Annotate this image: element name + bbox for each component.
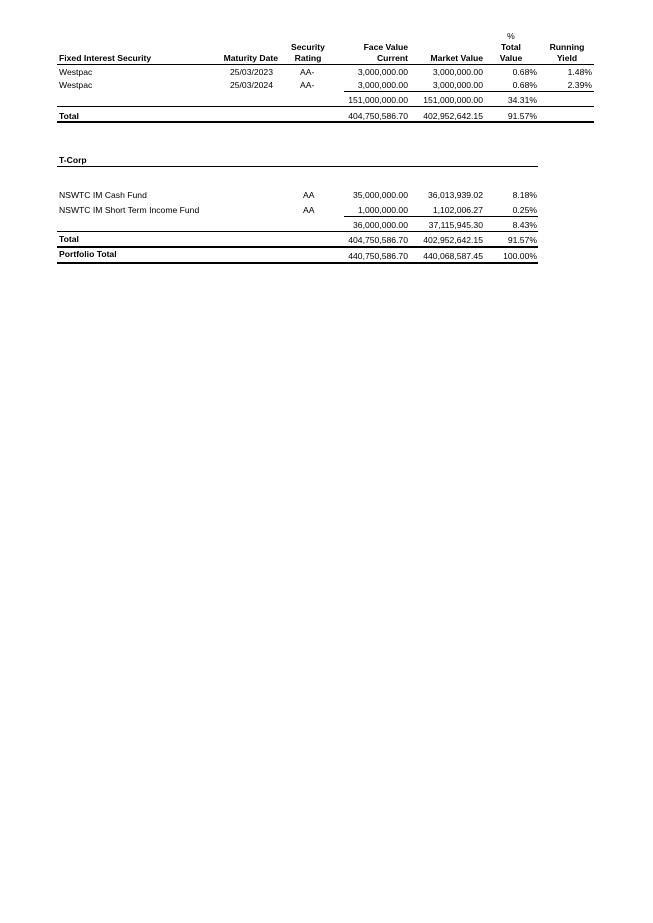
total-face-value: 404,750,586.70 (348, 111, 408, 121)
header-rating-line1: Security (291, 42, 325, 52)
total-bottom-rule (57, 121, 594, 123)
subtotal-face-value: 36,000,000.00 (353, 220, 408, 230)
security-rating: AA (303, 205, 315, 215)
total-market-value: 402,952,642.15 (423, 235, 483, 245)
maturity-date: 25/03/2024 (229, 80, 273, 90)
market-value: 3,000,000.00 (432, 67, 483, 77)
subtotal-rule (344, 216, 538, 217)
header-security: Fixed Interest Security (59, 53, 152, 63)
security-name: Westpac (59, 80, 93, 90)
security-rating: AA (303, 190, 315, 200)
running-yield: 1.48% (567, 67, 592, 77)
header-pct-line2: Total (501, 42, 521, 52)
total-top-rule (57, 231, 538, 232)
subtotal-face-value: 151,000,000.00 (348, 95, 408, 105)
header-rating-line2: Rating (294, 53, 322, 63)
portfolio-bottom-rule (57, 262, 538, 264)
portfolio-total-pct: 100.00% (503, 251, 537, 261)
portfolio-total-label: Portfolio Total (59, 249, 117, 259)
section-title: T-Corp (59, 155, 87, 165)
total-label: Total (59, 111, 79, 121)
header-yield-line1: Running (549, 42, 585, 52)
section-rule (57, 166, 538, 167)
running-yield: 2.39% (567, 80, 592, 90)
header-rule (57, 64, 594, 65)
maturity-date: 25/03/2023 (229, 67, 273, 77)
market-value: 1,102,006.27 (432, 205, 483, 215)
subtotal-market-value: 37,115,945.30 (428, 220, 483, 230)
portfolio-total-face-value: 440,750,586.70 (348, 251, 408, 261)
security-name: NSWTC IM Cash Fund (59, 190, 147, 200)
header-pct-line3: Value (499, 53, 523, 63)
subtotal-market-value: 151,000,000.00 (423, 95, 483, 105)
subtotal-pct: 34.31% (507, 95, 537, 105)
total-face-value: 404,750,586.70 (348, 235, 408, 245)
pct-total-value: 0.25% (512, 205, 537, 215)
header-yield-line2: Yield (556, 53, 578, 63)
header-face-line2: Current (376, 53, 408, 63)
header-market: Market Value (430, 53, 483, 63)
header-pct-line1: % (507, 31, 515, 41)
header-maturity: Maturity Date (223, 53, 278, 63)
pct-total-value: 8.18% (512, 190, 537, 200)
header-face-line1: Face Value (363, 42, 408, 52)
pct-total-value: 0.68% (512, 67, 537, 77)
total-top-rule (57, 106, 594, 107)
portfolio-total-market-value: 440,068,587.45 (423, 251, 483, 261)
market-value: 3,000,000.00 (432, 80, 483, 90)
face-value: 3,000,000.00 (357, 80, 408, 90)
security-name: NSWTC IM Short Term Income Fund (59, 205, 200, 215)
market-value: 36,013,939.02 (428, 190, 483, 200)
subtotal-pct: 8.43% (512, 220, 537, 230)
security-rating: AA- (300, 80, 315, 90)
portfolio-top-rule (57, 246, 538, 248)
total-pct: 91.57% (507, 111, 537, 121)
security-rating: AA- (300, 67, 315, 77)
pct-total-value: 0.68% (512, 80, 537, 90)
total-pct: 91.57% (507, 235, 537, 245)
face-value: 35,000,000.00 (353, 190, 408, 200)
subtotal-rule (344, 91, 594, 92)
face-value: 1,000,000.00 (357, 205, 408, 215)
face-value: 3,000,000.00 (357, 67, 408, 77)
total-label: Total (59, 234, 79, 244)
total-market-value: 402,952,642.15 (423, 111, 483, 121)
security-name: Westpac (59, 67, 93, 77)
